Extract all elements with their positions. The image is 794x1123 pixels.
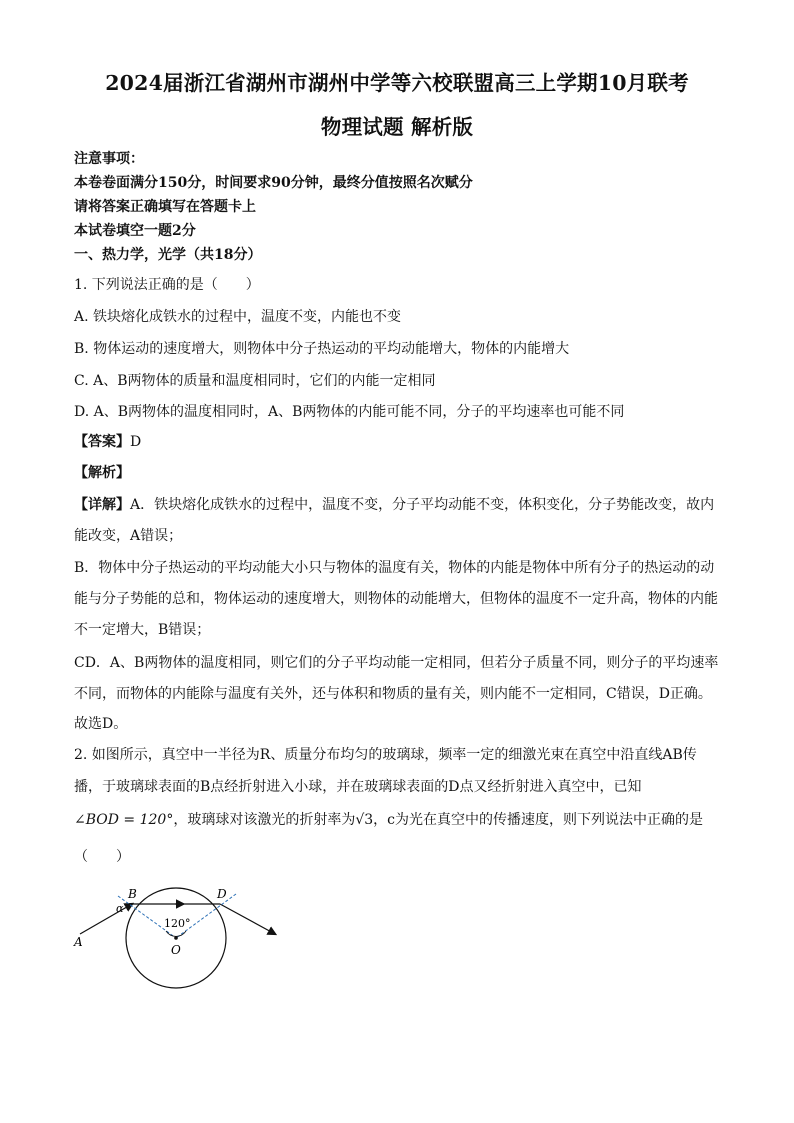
incident-ray — [80, 904, 132, 934]
analysis-tag: 【解析】 — [74, 465, 130, 481]
label-a: A — [74, 935, 83, 949]
q1-answer — [74, 431, 141, 451]
center-point — [174, 936, 178, 940]
detail-line-7: 不同，而物体的内能除与温度有关外，还与体积和物质的量有关，则内能不一定相同，C错误，D正确。 — [74, 686, 712, 702]
normal-line-d — [176, 894, 236, 938]
detail-line-6: CD．A、B两物体的温度相同，则它们的分子平均动能一定相同，但若分子质量不同，则分子的平均速率 — [74, 655, 719, 671]
q2-line-2: 播，于玻璃球表面的B点经折射进入小球，并在玻璃球表面的D点又经折射进入真空中，已知 — [74, 779, 642, 795]
notice-item-2: 请将答案正确填写在答题卡上 — [74, 199, 256, 215]
detail-line-3: B．物体中分子热运动的平均动能大小只与物体的温度有关，物体的内能是物体中所有分子的热运动的动 — [74, 560, 715, 576]
label-o: O — [171, 943, 181, 957]
q2-line-4: （ ） — [74, 849, 130, 865]
detail-line-8: 故选D。 — [74, 716, 128, 732]
notice-item-1: 本卷卷面满分150分，时间要求90分钟，最终分值按照名次赋分 — [74, 175, 473, 191]
refractive-index: √3 — [355, 812, 374, 828]
document-subtitle: 物理试题 解析版 — [320, 115, 474, 139]
detail-line-2: 能改变，A错误； — [74, 528, 183, 544]
angle-arc — [166, 931, 186, 936]
label-d: D — [217, 887, 227, 901]
angle-expression: ∠BOD = 120° — [74, 812, 174, 828]
emergent-ray — [220, 904, 275, 934]
detail-line-4: 能与分子势能的总和，物体运动的速度增大，则物体的动能增大，但物体的温度不一定升高，物体的内能 — [74, 591, 718, 607]
notice-heading: 注意事项： — [74, 151, 144, 167]
detail-tag: 【详解】 — [74, 497, 130, 513]
label-angle: 120° — [164, 917, 191, 930]
notice-item-3: 本试卷填空一题2分 — [74, 223, 196, 239]
q1-option-a: A. 铁块熔化成铁水的过程中，温度不变，内能也不变 — [74, 309, 402, 325]
document-title: 2024届浙江省湖州市湖州中学等六校联盟高三上学期10月联考 — [105, 71, 689, 95]
detail-line-5: 不一定增大，B错误； — [74, 622, 211, 638]
glass-sphere-figure — [70, 882, 290, 1002]
label-b: B — [128, 887, 137, 901]
q1-stem: 1. 下列说法正确的是（ ） — [74, 277, 260, 293]
section-heading: 一、热力学，光学（共18分） — [74, 247, 262, 263]
detail-line-1: 【详解】A．铁块熔化成铁水的过程中，温度不变，分子平均动能不变，体积变化，分子势能改变，故内 — [74, 497, 715, 513]
q1-option-b: B. 物体运动的速度增大，则物体中分子热运动的平均动能增大，物体的内能增大 — [74, 341, 570, 357]
q1-option-d: D. A、B两物体的温度相同时，A、B两物体的内能可能不同，分子的平均速率也可能不同 — [74, 404, 625, 420]
answer-value: D — [130, 434, 142, 450]
q2-line-1: 2. 如图所示，真空中一半径为R、质量分布均匀的玻璃球，频率一定的细激光束在真空中沿直线AB传 — [74, 747, 697, 763]
label-alpha: α — [116, 902, 124, 915]
answer-tag: 【答案】 — [74, 434, 130, 450]
q1-option-c: C. A、B两物体的质量和温度相同时，它们的内能一定相同 — [74, 373, 436, 389]
q2-line-3: ∠BOD = 120°，玻璃球对该激光的折射率为√3，c为光在真空中的传播速度，则下列说法中正确的是 — [74, 812, 704, 828]
